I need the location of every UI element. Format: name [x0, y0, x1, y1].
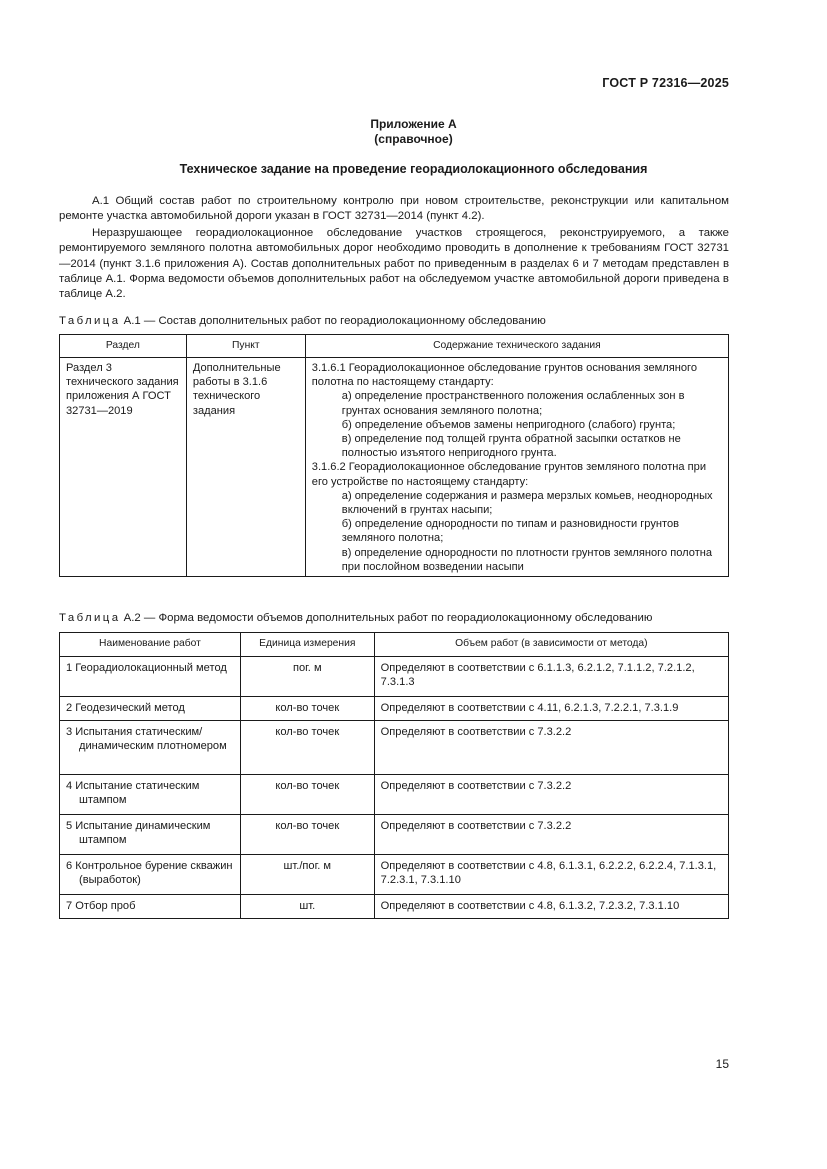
annex-type: (справочное) — [374, 132, 453, 146]
document-code: ГОСТ Р 72316—2025 — [602, 76, 729, 90]
column-header: Пункт — [186, 335, 305, 358]
table-row — [60, 895, 729, 919]
unit: шт./пог. м — [283, 860, 332, 872]
unit-cell — [240, 697, 374, 721]
unit-cell — [240, 895, 374, 919]
content-line: а) определение содержания и размера мерзлых комьев, неоднородных включений в грунтах насыпи; — [341, 489, 713, 517]
work-name-cell — [60, 657, 241, 697]
volume-cell — [374, 721, 728, 775]
work-name: 6 Контрольное бурение скважин (выработок) — [66, 860, 233, 887]
table-row — [60, 855, 729, 895]
volume: Определяют в соответствии с 7.3.2.2 — [380, 726, 572, 738]
unit: кол-во точек — [275, 726, 340, 738]
table-row — [60, 697, 729, 721]
table-a2 — [59, 632, 729, 919]
work-name: 5 Испытание динамическим штампом — [66, 820, 211, 847]
table-a2-caption — [59, 612, 652, 624]
volume: Определяют в соответствии с 6.1.1.3, 6.2.1.2, 7.1.1.2, 7.2.1.2, 7.3.1.3 — [380, 662, 695, 689]
column-header: Объем работ (в зависимости от метода) — [374, 633, 728, 657]
work-name-cell — [60, 895, 241, 919]
table-cell-section — [60, 358, 187, 577]
unit: шт. — [299, 900, 316, 912]
content-line: 3.1.6.1 Георадиолокационное обследование грунтов основания земляного полотна по настоящему стандарту: — [311, 362, 698, 389]
table-caption-text: А.2 — Форма ведомости объемов дополнительных работ по георадиолокационному обследованию — [123, 612, 653, 624]
column-header: Содержание технического задания — [305, 335, 728, 358]
content-line: в) определение однородности по плотности грунтов земляного полотна при послойном возведении насыпи — [341, 546, 713, 573]
volume-cell — [374, 775, 728, 815]
table-row — [60, 358, 729, 577]
work-name-cell — [60, 815, 241, 855]
work-name: 1 Георадиолокационный метод — [66, 662, 227, 674]
unit: кол-во точек — [275, 702, 340, 714]
volume-cell — [374, 697, 728, 721]
content-line: 3.1.6.2 Георадиолокационное обследование грунтов земляного полотна при его устройстве по настоящему стандарту: — [311, 461, 707, 488]
table-caption-text: А.1 — Состав дополнительных работ по георадиолокационному обследованию — [123, 315, 546, 327]
content-line: б) определение объемов замены непригодного (слабого) грунта; — [341, 418, 676, 431]
table-row — [60, 775, 729, 815]
unit-cell — [240, 855, 374, 895]
table-row — [60, 721, 729, 775]
table-label: Таблица — [59, 612, 121, 624]
volume-cell — [374, 855, 728, 895]
volume: Определяют в соответствии с 4.8, 6.1.3.1, 6.2.2.2, 6.2.2.4, 7.1.3.1, 7.2.3.1, 7.3.1.10 — [380, 860, 717, 887]
annex-label: Приложение А — [370, 117, 457, 131]
unit-cell — [240, 721, 374, 775]
content-line: в) определение под толщей грунта обратной засыпки остатков не полностью изъятого непригодного грунта. — [341, 433, 681, 460]
body-text — [59, 194, 729, 303]
column-header: Единица измерения — [240, 633, 374, 657]
table-row — [60, 815, 729, 855]
unit: кол-во точек — [275, 820, 340, 832]
table-cell-content — [305, 358, 728, 577]
work-name-cell — [60, 855, 241, 895]
volume-cell — [374, 895, 728, 919]
work-name: 2 Геодезический метод — [66, 702, 185, 714]
section-text: Раздел 3 технического задания приложения А ГОСТ 32731—2019 — [66, 362, 179, 417]
table-a1 — [59, 334, 729, 577]
unit-cell — [240, 775, 374, 815]
volume: Определяют в соответствии с 4.11, 6.2.1.3, 7.2.2.1, 7.3.1.9 — [380, 702, 679, 714]
work-name-cell — [60, 697, 241, 721]
table-cell-item — [186, 358, 305, 577]
work-name-cell — [60, 775, 241, 815]
paragraph: Неразрушающее георадиолокационное обследование участков строящегося, реконструируемого, а также ремонтируемого земляного полотна автомобильных дорог необходимо проводить в дополнение к требованиям ГОСТ 32731—2014 (пункт 3.1.6 приложения А). Состав дополнительных работ по приведенным в разделах 6 и 7 методам представлен в таблице А.1. Форма ведомости объемов дополнительных работ на обследуемом участке автомобильной дороги приведена в таблице А.2. — [59, 226, 729, 301]
annex-title: Техническое задание на проведение георадиолокационного обследования — [179, 162, 648, 176]
volume: Определяют в соответствии с 4.8, 6.1.3.2, 7.2.3.2, 7.3.1.10 — [380, 900, 680, 912]
unit-cell — [240, 815, 374, 855]
unit-cell — [240, 657, 374, 697]
paragraph: А.1 Общий состав работ по строительному контролю при новом строительстве, реконструкции или капитальном ремонте участка автомобильной дороги указан в ГОСТ 32731—2014 (пункт 4.2). — [59, 195, 729, 223]
column-header: Раздел — [60, 335, 187, 358]
volume-cell — [374, 815, 728, 855]
unit: кол-во точек — [275, 780, 340, 792]
annex-heading — [0, 117, 827, 147]
item-text: Дополнительные работы в 3.1.6 технического задания — [192, 362, 281, 417]
work-name: 7 Отбор проб — [66, 900, 136, 912]
table-header-row — [60, 335, 729, 358]
work-name: 4 Испытание статическим штампом — [66, 780, 200, 807]
page-number: 15 — [715, 1057, 729, 1071]
table-header-row — [60, 633, 729, 657]
volume: Определяют в соответствии с 7.3.2.2 — [380, 780, 572, 792]
table-row — [60, 657, 729, 697]
table-a1-caption — [59, 315, 546, 327]
work-name: 3 Испытания статическим/динамическим плотномером — [66, 726, 227, 753]
table-label: Таблица — [59, 315, 121, 327]
volume-cell — [374, 657, 728, 697]
unit: пог. м — [292, 662, 322, 674]
column-header: Наименование работ — [60, 633, 241, 657]
volume: Определяют в соответствии с 7.3.2.2 — [380, 820, 572, 832]
content-line: а) определение пространственного положения ослабленных зон в грунтах основания земляного полотна; — [341, 390, 685, 417]
work-name-cell — [60, 721, 241, 775]
content-line: б) определение однородности по типам и разновидности грунтов земляного полотна; — [341, 518, 680, 545]
